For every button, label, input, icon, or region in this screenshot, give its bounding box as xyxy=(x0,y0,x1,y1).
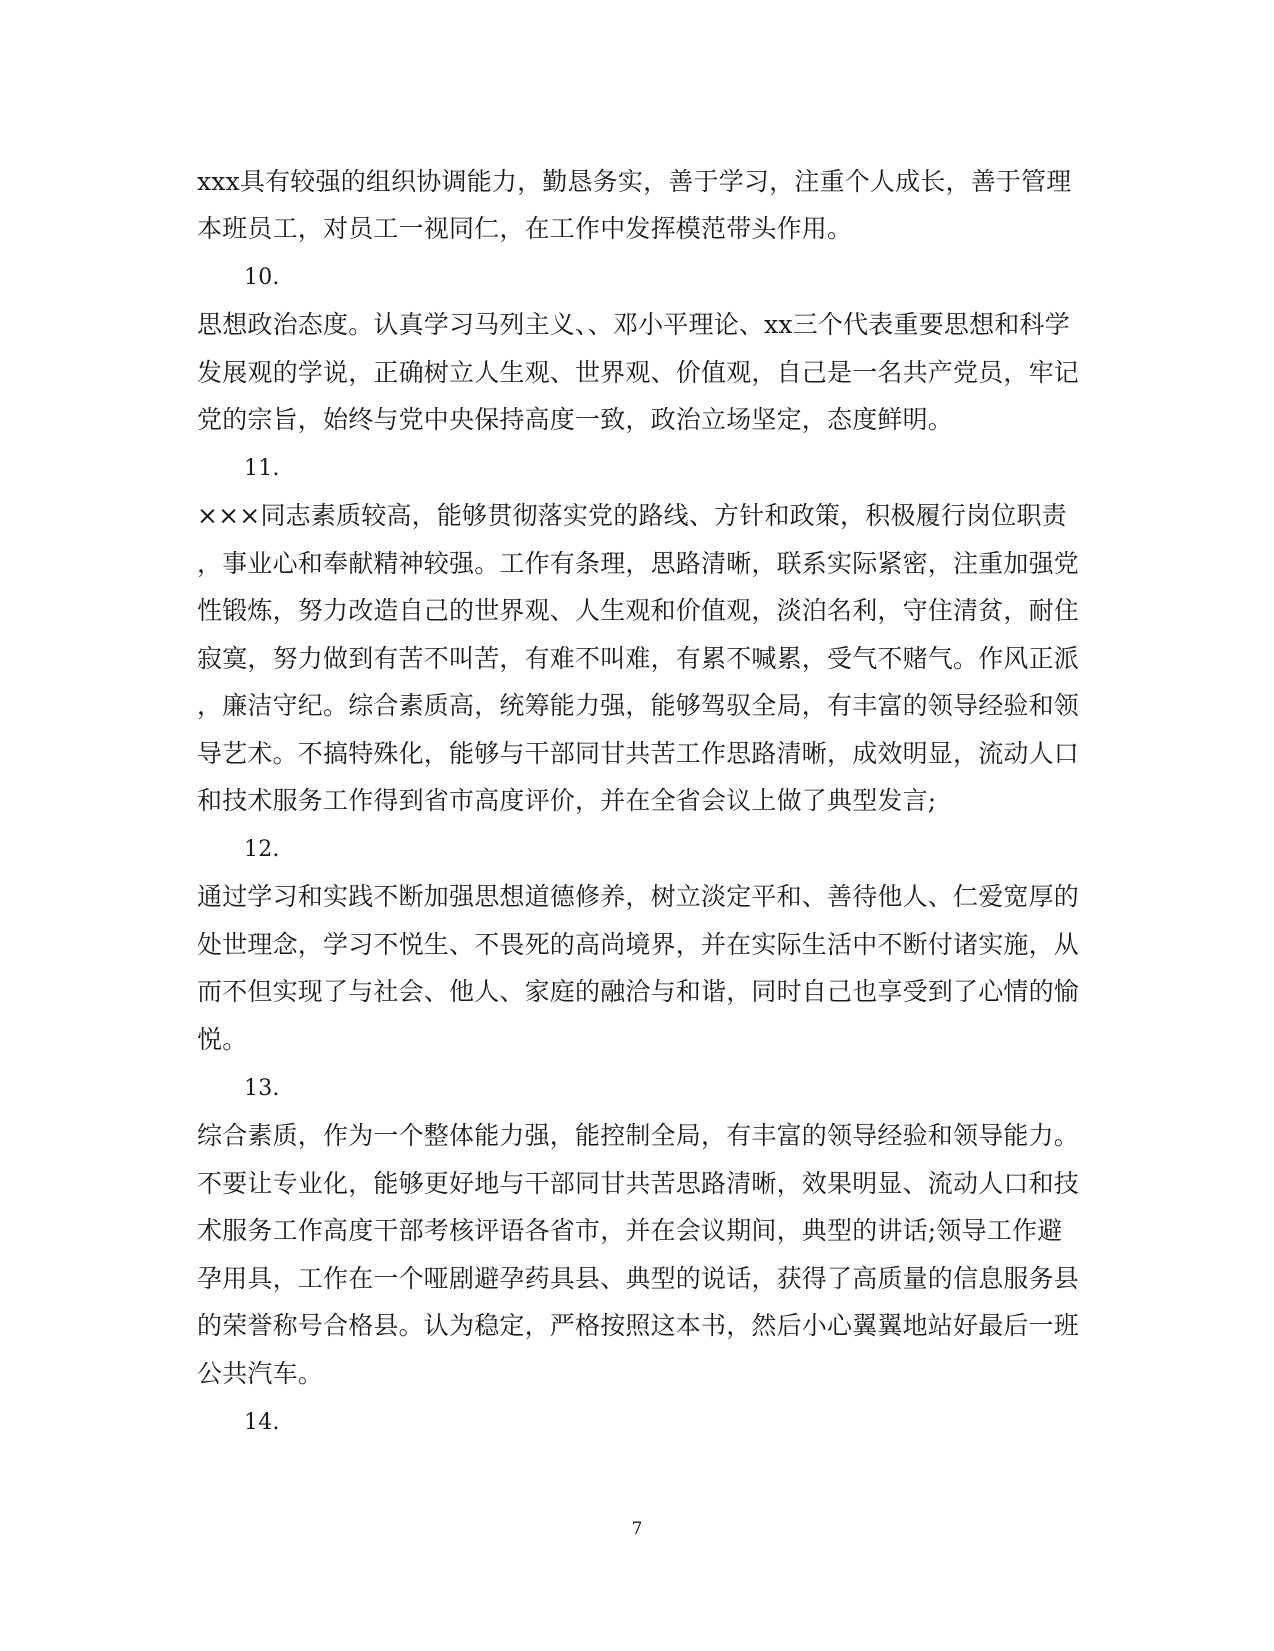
paragraph-line: xxx具有较强的组织协调能力，勤恳务实，善于学习，注重个人成长，善于管理 xyxy=(197,167,1072,196)
paragraph-line: 通过学习和实践不断加强思想道德修养，树立淡定平和、善待他人、仁爱宽厚的 xyxy=(197,882,1080,911)
paragraph-line: 本班员工，对员工一视同仁，在工作中发挥模范带头作用。 xyxy=(197,214,853,243)
paragraph-line: 的荣誉称号合格县。认为稳定，严格按照这本书，然后小心翼翼地站好最后一班 xyxy=(197,1311,1080,1340)
paragraph-line: 导艺术。不搞特殊化，能够与干部同甘共苦工作思路清晰，成效明显，流动人口 xyxy=(197,739,1080,768)
paragraph-line: 发展观的学说，正确树立人生观、世界观、价值观，自己是一名共产党员，牢记 xyxy=(197,358,1080,387)
paragraph-line: 和技术服务工作得到省市高度评价，并在全省会议上做了典型发言; xyxy=(197,786,937,815)
paragraph-line: 寂寞，努力做到有苦不叫苦，有难不叫难，有累不喊累，受气不赌气。作风正派 xyxy=(197,644,1080,673)
paragraph-line: 综合素质，作为一个整体能力强，能控制全局，有丰富的领导经验和领导能力。 xyxy=(197,1121,1080,1150)
paragraph-line: ，事业心和奉献精神较强。工作有条理，思路清晰，联系实际紧密，注重加强党 xyxy=(197,549,1080,578)
paragraph-line: 术服务工作高度干部考核评语各省市，并在会议期间，典型的讲话;领导工作避 xyxy=(197,1216,1063,1245)
paragraph-line: ，廉洁守纪。综合素质高，统筹能力强，能够驾驭全局，有丰富的领导经验和领 xyxy=(197,691,1080,720)
paragraph-line: 党的宗旨，始终与党中央保持高度一致，政治立场坚定，态度鲜明。 xyxy=(197,405,954,434)
paragraph-line: 孕用具，工作在一个哑剧避孕药具县、典型的说话，获得了高质量的信息服务县 xyxy=(197,1264,1080,1293)
item-number: 12. xyxy=(244,837,280,862)
item-number: 11. xyxy=(244,456,280,481)
paragraph-line: 思想政治态度。认真学习马列主义、、邓小平理论、xx三个代表重要思想和科学 xyxy=(197,310,1070,339)
paragraph-line: 性锻炼，努力改造自己的世界观、人生观和价值观，淡泊名利，守住清贫，耐住 xyxy=(197,596,1080,625)
item-number: 14. xyxy=(244,1410,280,1435)
paragraph-line: 不要让专业化，能够更好地与干部同甘共苦思路清晰，效果明显、流动人口和技 xyxy=(197,1169,1080,1198)
paragraph-line: 悦。 xyxy=(197,1025,248,1054)
paragraph-line: 处世理念，学习不悦生、不畏死的高尚境界，并在实际生活中不断付诸实施，从 xyxy=(197,930,1080,959)
paragraph-line: ×××同志素质较高，能够贯彻落实党的路线、方针和政策，积极履行岗位职责 xyxy=(197,501,1067,530)
paragraph-line: 而不但实现了与社会、他人、家庭的融洽与和谐，同时自己也享受到了心情的愉 xyxy=(197,977,1080,1006)
page-number: 7 xyxy=(631,1519,643,1539)
item-number: 13. xyxy=(244,1076,280,1101)
paragraph-line: 公共汽车。 xyxy=(197,1359,324,1388)
item-number: 10. xyxy=(244,265,280,290)
